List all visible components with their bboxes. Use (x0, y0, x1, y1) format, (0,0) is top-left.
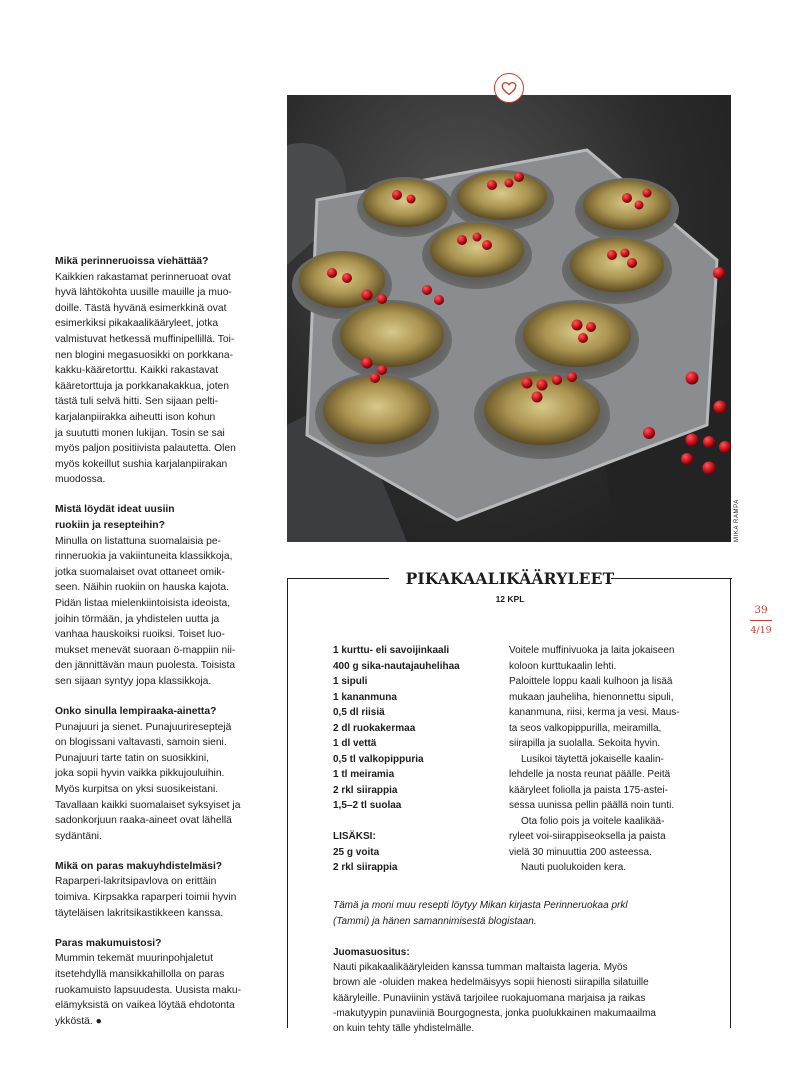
answer-line: valmistuvat hetkessä muffinipellillä. Toi- (55, 333, 235, 345)
answer-line: esimerkiksi pikakaalikääryleet, jotka (55, 318, 219, 330)
ingredient: 0,5 dl riisiä (333, 707, 385, 718)
answer-line: Tavallaan kaikki suomalaiset syksyiset ja (55, 799, 241, 811)
interview-item (55, 254, 260, 488)
ingredient-list (333, 643, 503, 876)
interview-answer (55, 720, 260, 845)
question-line: Mistä löydät ideat uusiin (55, 504, 175, 516)
interview-item (55, 936, 260, 1030)
ingredient: 1 kurttu- eli savoijinkaali (333, 645, 450, 656)
interview-answer (55, 270, 260, 488)
method-line: Paloittele loppu kaali kulhoon ja lisää (509, 676, 673, 687)
answer-line: karjalanpiirakka aiheutti ison kohun (55, 411, 216, 423)
drink-line: -makutyypin punaviiniä Bourgognesta, jonka puolukkainen makumaailma (333, 1007, 656, 1019)
answer-line: rinneruokia ja vakiintuneita klassikkoja, (55, 551, 233, 563)
note-line: (Tammi) ja hänen samannimisestä blogistaan. (333, 915, 537, 927)
heart-badge (494, 73, 524, 103)
method-line: kääryleet foliolla ja paista 175-astei- (509, 784, 668, 796)
answer-line: myös kokeillut sushia karjalanpiirakan (55, 458, 228, 470)
issue-number: 4/19 (750, 625, 772, 636)
answer-line: kääretorttuja ja porkkanakakkua, joten (55, 380, 230, 392)
method-line: ta seos valkopippurilla, meiramilla, (509, 722, 662, 734)
answer-line: on blogissani valtavasti, samoin sieni. (55, 737, 227, 749)
interview-column (55, 254, 260, 1044)
interview-answer (55, 874, 260, 921)
answer-line: Myös kurpitsa on yksi suosikeistani. (55, 784, 219, 795)
answer-line: täyteläisen lakritsikastikkeen kanssa. (55, 907, 224, 919)
answer-line: sen sijaan syntyy jopa klassikkoja. (55, 675, 212, 687)
method-line: Ota folio pois ja voitele kaalikää- (521, 815, 665, 827)
interview-question: Mikä perinneruoissa viehättää? (55, 256, 209, 267)
ingredient: 1 kananmuna (333, 691, 397, 703)
ingredient: 1 dl vettä (333, 738, 377, 749)
spacer (333, 814, 503, 830)
method-text (509, 643, 705, 876)
answer-line: nen blogini megasuosikki on porkkana- (55, 349, 234, 361)
answer-line: joka sopii hyvin vaikka pikkujouluihin. (55, 768, 225, 780)
answer-line: mukset menevät suoraan ö-mappiin nii- (55, 644, 236, 656)
ingredient: 2 rkl siirappia (333, 862, 398, 873)
ingredient: 2 rkl siirappia (333, 784, 398, 796)
answer-line: seen. Näihin ruokiin on hauska kajota. (55, 582, 230, 594)
answer-line: muodossa. (55, 474, 106, 486)
heart-icon (501, 81, 517, 96)
method-line: Lusikoi täytettä jokaiselle kaalin- (521, 753, 664, 765)
answer-line: toimiva. Kirpsakka raparperi toimii hyvin (55, 892, 237, 904)
drink-line: on kuin tehty tälle yhdistelmälle. (333, 1023, 475, 1035)
book-note (333, 898, 713, 929)
method-line: Nauti puolukoiden kera. (521, 862, 627, 873)
question-line: ruokiin ja resepteihin? (55, 520, 165, 531)
answer-line: hyvä lähtökohta uusille mauille ja muo- (55, 287, 232, 299)
ingredient: 1 sipuli (333, 676, 368, 687)
answer-line: itsetehdyllä mansikkahillolla on paras (55, 968, 225, 980)
drink-line: Nauti pikakaalikääryleiden kanssa tumman maltaista lageria. Myös (333, 962, 628, 974)
ingredient: 1,5–2 tl suolaa (333, 800, 402, 811)
answer-line: elämyksistä on vaikea löytää ehdotonta (55, 1000, 235, 1012)
ingredient: 25 g voita (333, 846, 380, 858)
method-line: Voitele muffinivuoka ja laita jokaiseen (509, 645, 675, 656)
photo-credit: MIKA RAMPA (734, 499, 740, 542)
answer-line: Raparperi-lakritsipavlova on erittäin (55, 876, 217, 888)
ingredient: 1 tl meiramia (333, 769, 395, 780)
answer-line: den jännittävän maun puolesta. Toisista (55, 660, 236, 672)
answer-line: vanhaa hauskoiksi ruoiksi. Toiset luo- (55, 629, 225, 641)
drink-line: brown ale -oluiden makea hedelmäisyys sopii hienosti siirapilla silatuille (333, 977, 649, 989)
answer-line: ykköstä. ● (55, 1015, 102, 1027)
drink-heading: Juomasuositus: (333, 947, 410, 958)
interview-question: Mikä on paras makuyhdistelmäsi? (55, 860, 223, 872)
page-number (745, 604, 777, 636)
cabbage-rolls-illustration (287, 95, 731, 542)
method-line: kananmuna, riisi, kerma ja vesi. Maus- (509, 707, 680, 718)
interview-answer (55, 951, 260, 1029)
interview-answer (55, 534, 260, 690)
answer-line: Pidän listaa mielenkiintoisista ideoista, (55, 597, 231, 609)
answer-line: Punajuuri tarte tatin on suosikkini, (55, 752, 209, 764)
recipe-yield: 12 KPL (495, 594, 525, 604)
method-line: lehdelle ja nosta reunat päälle. Peitä (509, 769, 671, 780)
answer-line: Mummin tekemät muurinpohjaletut (55, 953, 213, 965)
recipe-title: PIKAKAALIKÄÄRYLEET (405, 569, 615, 588)
drink-recommendation (333, 945, 728, 1036)
ingredient: 400 g sika-nautajauhelihaa (333, 660, 460, 672)
method-line: sessa uunissa pellin päällä noin tunti. (509, 800, 675, 811)
extras-heading: LISÄKSI: (333, 831, 376, 842)
answer-line: Punajuuri ja sienet. Punajuurireseptejä (55, 721, 232, 733)
answer-line: ruokamuisto lapsuudesta. Uusista maku- (55, 984, 242, 996)
method-line: siirapilla ja suolalla. Sekoita hyvin. (509, 738, 661, 749)
note-line: Tämä ja moni muu resepti löytyy Mikan kirjasta Perinneruokaa prkl (333, 900, 628, 911)
answer-line: sydäntäni. (55, 830, 102, 842)
recipe-photo (287, 95, 731, 542)
answer-line: kakku-kääretorttu. Kaikki rakastavat (55, 365, 219, 377)
interview-item (55, 704, 260, 844)
ingredient: 0,5 tl valkopippuria (333, 753, 424, 765)
drink-line: kääryleille. Punaviinin ystävä tarjoilee ruokajuomana marjaisa ja raikas (333, 992, 646, 1004)
answer-line: tästä tuli selvä hitti. Sen sijaan pelti- (55, 396, 219, 408)
interview-question: Paras makumuistosi? (55, 937, 162, 949)
interview-item (55, 502, 260, 689)
interview-item (55, 859, 260, 921)
method-line: koloon kurttukaalin lehti. (509, 660, 617, 672)
method-line: mukaan jauheliha, hienonnettu sipuli, (509, 691, 674, 703)
answer-line: jotka suomalaiset ovat ottaneet omik- (55, 566, 225, 578)
method-line: vielä 30 minuuttia 200 asteessa. (509, 846, 652, 858)
answer-line: Kaikkien rakastamat perinneruoat ovat (55, 271, 231, 283)
answer-line: myös paljon positiivista palautetta. Olen (55, 443, 236, 455)
interview-question (55, 502, 260, 533)
interview-question: Onko sinulla lempiraaka-ainetta? (55, 706, 217, 718)
recipe-box (287, 569, 731, 1035)
method-line: ryleet voi-siirappiseoksella ja paista (509, 831, 666, 842)
answer-line: Minulla on listattuna suomalaisia pe- (55, 535, 221, 547)
answer-line: joihin törmään, ja yhdistelen uutta ja (55, 613, 220, 625)
ingredient: 2 dl ruokakermaa (333, 722, 416, 734)
page-number-value: 39 (750, 604, 772, 621)
answer-line: ja suututti monen lukijan. Tosin se sai (55, 427, 225, 439)
answer-line: sadonkorjuun raaka-aineet ovat lähellä (55, 815, 232, 827)
answer-line: doille. Tästä hyvänä esimerkkinä ovat (55, 302, 227, 314)
